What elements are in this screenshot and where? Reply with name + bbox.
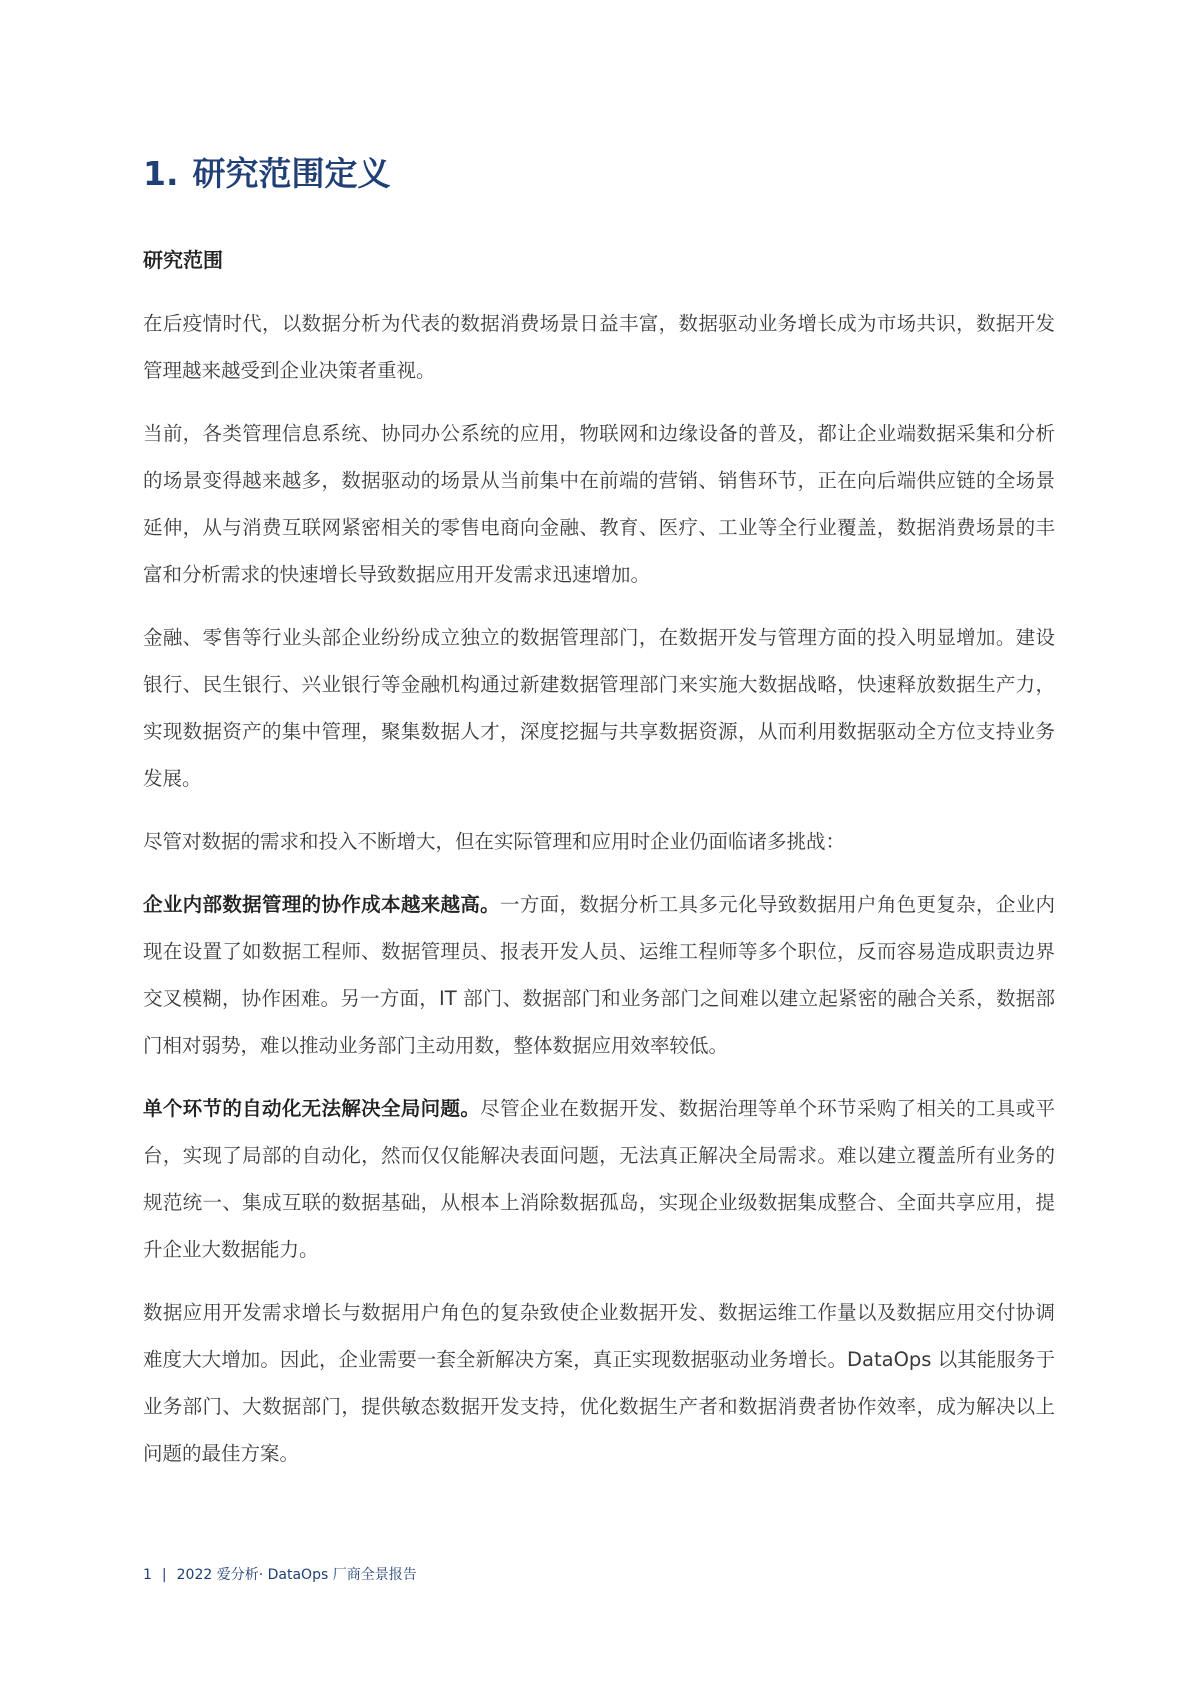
paragraph-7-text: 数据应用开发需求增长与数据用户角色的复杂致使企业数据开发、数据运维工作量以及数据应用交付协调难度大大增加。因此，企业需要一套全新解决方案，真正实现数据驱动业务增长。DataOps 以其能服务于业务部门、大数据部门，提供敏态数据开发支持，优化数据生产者和数据消费者协作效率，成为解决以上问题的最佳方案。: [143, 1301, 1055, 1465]
paragraph-5: [143, 881, 1055, 1069]
footer-page-number: 1: [143, 1567, 152, 1583]
section-title: [143, 150, 391, 198]
footer-separator: |: [161, 1567, 167, 1583]
section-title-text: 研究范围定义: [192, 154, 391, 193]
paragraph-6: [143, 1085, 1055, 1273]
footer-report-title: 2022 爱分析· DataOps 厂商全景报告: [176, 1567, 417, 1583]
paragraph-2-text: 当前，各类管理信息系统、协同办公系统的应用，物联网和边缘设备的普及，都让企业端数据采集和分析的场景变得越来越多，数据驱动的场景从当前集中在前端的营销、销售环节，正在向后端供应链的全场景延伸，从与消费互联网紧密相关的零售电商向金融、教育、医疗、工业等全行业覆盖，数据消费场景的丰富和分析需求的快速增长导致数据应用开发需求迅速增加。: [143, 422, 1055, 586]
paragraph-3-text: 金融、零售等行业头部企业纷纷成立独立的数据管理部门，在数据开发与管理方面的投入明显增加。建设银行、民生银行、兴业银行等金融机构通过新建数据管理部门来实施大数据战略，快速释放数据生产力，实现数据资产的集中管理，聚集数据人才，深度挖掘与共享数据资源，从而利用数据驱动全方位支持业务发展。: [143, 626, 1055, 790]
paragraph-5-lead: 企业内部数据管理的协作成本越来越高。: [143, 893, 500, 916]
paragraph-3: [143, 614, 1055, 802]
paragraph-6-lead: 单个环节的自动化无法解决全局问题。: [143, 1097, 481, 1120]
paragraph-1-text: 在后疫情时代，以数据分析为代表的数据消费场景日益丰富，数据驱动业务增长成为市场共识，数据开发管理越来越受到企业决策者重视。: [143, 312, 1055, 382]
body-text: [143, 300, 1055, 1493]
section-number: 1.: [143, 154, 179, 193]
paragraph-4-text: 尽管对数据的需求和投入不断增大，但在实际管理和应用时企业仍面临诸多挑战：: [143, 830, 846, 853]
paragraph-7: [143, 1289, 1055, 1477]
paragraph-6-text: 尽管企业在数据开发、数据治理等单个环节采购了相关的工具或平台，实现了局部的自动化，然而仅仅能解决表面问题，无法真正解决全局需求。难以建立覆盖所有业务的规范统一、集成互联的数据基础，从根本上消除数据孤岛，实现企业级数据集成整合、全面共享应用，提升企业大数据能力。: [143, 1097, 1055, 1261]
paragraph-2: [143, 410, 1055, 598]
paragraph-5-text: 一方面，数据分析工具多元化导致数据用户角色更复杂，企业内现在设置了如数据工程师、数据管理员、报表开发人员、运维工程师等多个职位，反而容易造成职责边界交叉模糊，协作困难。另一方面，IT 部门、数据部门和业务部门之间难以建立起紧密的融合关系，数据部门相对弱势，难以推动业务部门主动用数，整体数据应用效率较低。: [143, 893, 1055, 1057]
paragraph-4: [143, 818, 1055, 865]
page-footer: [143, 1565, 417, 1585]
paragraph-1: [143, 300, 1055, 394]
subheading: 研究范围: [143, 248, 223, 272]
